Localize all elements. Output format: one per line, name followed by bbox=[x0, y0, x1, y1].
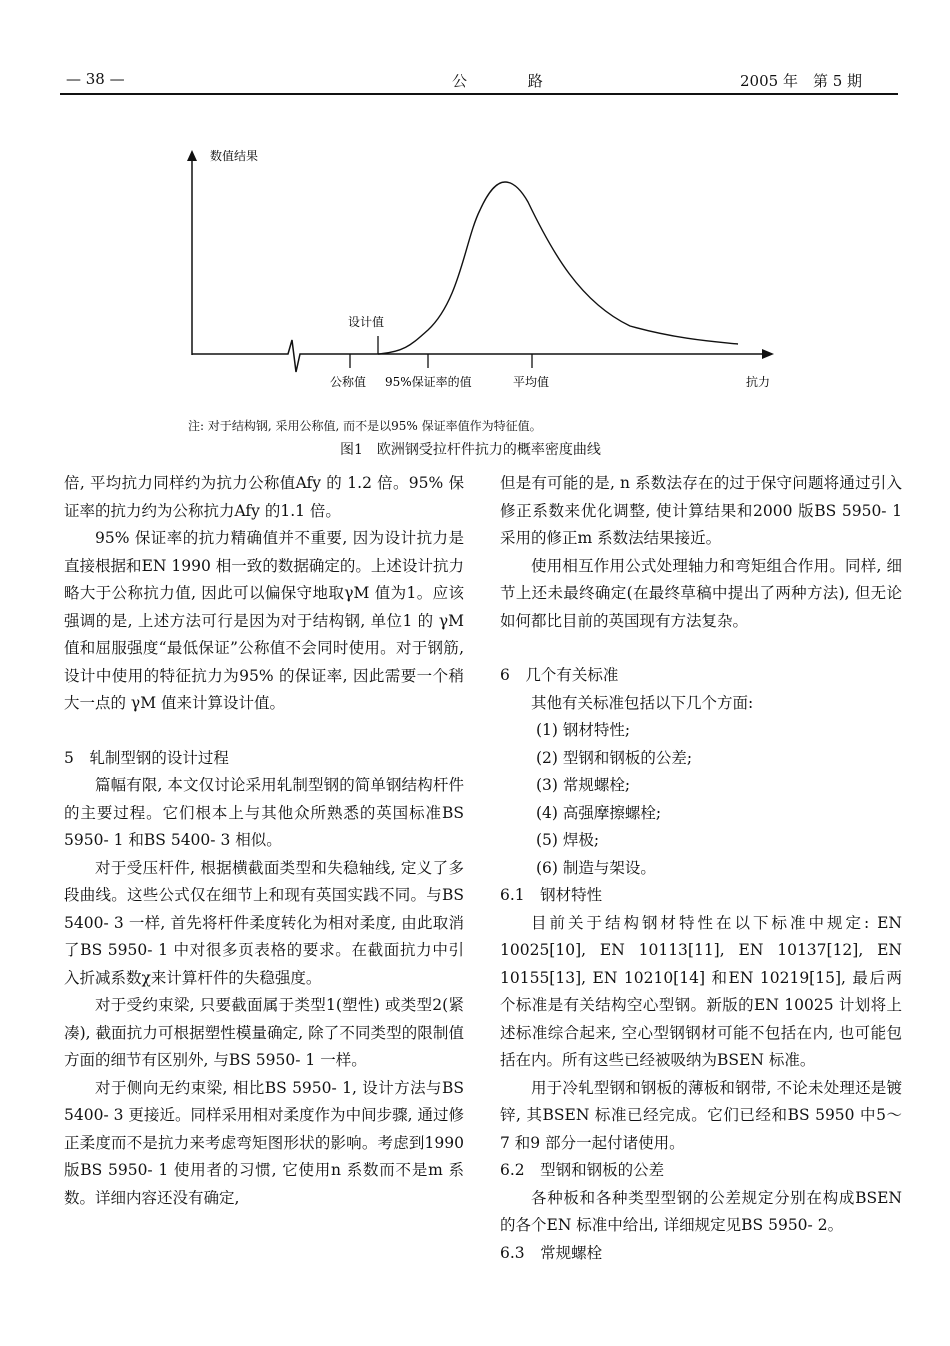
paragraph: 篇幅有限, 本文仅讨论采用轧制型钢的简单钢结构杆件的主要过程。它们根本上与其他众所熟悉的英国标准BS 5950- 1 和BS 5400- 3 相似。 bbox=[64, 776, 464, 849]
header-rule bbox=[60, 93, 898, 95]
list-item: (6) 制造与架设。 bbox=[536, 858, 656, 877]
y-axis-arrow bbox=[187, 150, 197, 161]
section-heading-6-2: 6.2 型钢和钢板的公差 bbox=[500, 1161, 665, 1179]
right-column bbox=[500, 470, 902, 1267]
figure-caption: 图1 欧洲钢受拉杆件抗力的概率密度曲线 bbox=[340, 442, 601, 458]
section-heading-6-3: 6.3 常规螺栓 bbox=[500, 1243, 603, 1262]
section-heading-5: 5 轧制型钢的设计过程 bbox=[64, 748, 229, 767]
figure-note: 注: 对于结构钢, 采用公称值, 而不是以95% 保证率值作为特征值。 bbox=[188, 419, 542, 433]
paragraph: 各种板和各种类型型钢的公差规定分别在构成BSEN 的各个EN 标准中给出, 详细规定见BS 5950- 2。 bbox=[500, 1188, 902, 1234]
x-axis bbox=[192, 340, 762, 372]
paragraph: 倍, 平均抗力同样约为抗力公称值Afy 的 1.2 倍。95% 保证率的抗力约为公称抗力Afy 的1.1 倍。 bbox=[64, 474, 464, 520]
list-item: (2) 型钢和钢板的公差; bbox=[536, 748, 693, 767]
x-axis-label: 抗力 bbox=[746, 375, 771, 389]
paragraph: 用于冷轧型钢和钢板的薄板和钢带, 不论未处理还是镀锌, 其BSEN 标准已经完成。它们已经和BS 5950 中5～ 7 和9 部分一起付诸使用。 bbox=[500, 1078, 902, 1152]
list-item: (1) 钢材特性; bbox=[536, 721, 631, 739]
paragraph: 95% 保证率的抗力精确值并不重要, 因为设计抗力是直接根据和EN 1990 相一致的数据确定的。上述设计抗力略大于公称抗力值, 因此可以偏保守地取γM 值为1。应该强调的是, 上述方法可行是因为对于结构钢, 单位1 的 γM 值和屈服强度“最低保证”公称值不会同时使用。对于钢筋, 设计中使用的特征抗力为95% 的保证率, 因此需要一个稍大一点的 γM 值来计算设计值。 bbox=[64, 529, 464, 712]
density-curve bbox=[378, 182, 738, 354]
x-axis-arrow bbox=[762, 349, 774, 359]
journal-title: 公 路 bbox=[452, 72, 571, 90]
paragraph: 对于受约束梁, 只要截面属于类型1(塑性) 或类型2(紧凑), 截面抗力可根据塑性模量确定, 除了不同类型的限制值方面的细节有区别外, 与BS 5950- 1 一样。 bbox=[64, 996, 464, 1069]
section-heading-6: 6 几个有关标准 bbox=[500, 666, 619, 684]
paragraph: 目前关于结构钢材特性在以下标准中规定: EN 10025[10], EN 10113[11], EN 10137[12], EN 10155[13], EN 10210[14] 和EN 10219[15], 最后两个标准是有关结构空心型钢。新版的EN 10025 计划将上述标准综合起来, 空心型钢钢材可能不包括在内, 也可能包括在内。所有这些已经被吸纳为BSEN 标准。 bbox=[500, 913, 902, 1069]
page-number: — 38 — bbox=[66, 70, 125, 88]
list-item: (5) 焊极; bbox=[536, 831, 600, 849]
left-column bbox=[64, 470, 464, 1212]
x-label-95: 95%保证率的值 bbox=[385, 375, 472, 389]
pdf-curve-figure bbox=[160, 140, 800, 410]
paragraph: 对于受压杆件, 根据横截面类型和失稳轴线, 定义了多段曲线。这些公式仅在细节上和现有英国实践不同。与BS 5400- 3 一样, 首先将杆件柔度转化为相对柔度, 由此取消了BS 5950- 1 中对很多页表格的要求。在截面抗力中引入折减系数χ来计算杆件的失稳强度。 bbox=[64, 858, 464, 987]
paragraph: 其他有关标准包括以下几个方面: bbox=[531, 693, 754, 712]
section-heading-6-1: 6.1 钢材特性 bbox=[500, 886, 603, 904]
list-item: (3) 常规螺栓; bbox=[536, 776, 631, 794]
design-value-label: 设计值 bbox=[348, 315, 385, 329]
paragraph: 使用相互作用公式处理轴力和弯矩组合作用。同样, 细节上还未最终确定(在最终草稿中提出了两种方法), 但无论如何都比目前的英国现有方法复杂。 bbox=[500, 556, 902, 630]
y-axis-label: 数值结果 bbox=[210, 149, 259, 163]
issue-info: 2005 年 第 5 期 bbox=[740, 72, 863, 90]
paragraph: 但是有可能的是, n 系数法存在的过于保守问题将通过引入修正系数来优化调整, 使计算结果和2000 版BS 5950- 1 采用的修正m 系数法结果接近。 bbox=[500, 474, 902, 547]
paragraph: 对于侧向无约束梁, 相比BS 5950- 1, 设计方法与BS 5400- 3 更接近。同样采用相对柔度作为中间步骤, 通过修正柔度而不是抗力来考虑弯矩图形状的影响。考虑到1990 版BS 5950- 1 使用者的习惯, 它使用n 系数而不是m 系数。详细内容还没有确定, bbox=[64, 1078, 464, 1207]
x-label-nominal: 公称值 bbox=[330, 375, 367, 389]
list-item: (4) 高强摩擦螺栓; bbox=[536, 803, 662, 822]
x-label-mean: 平均值 bbox=[513, 375, 550, 389]
